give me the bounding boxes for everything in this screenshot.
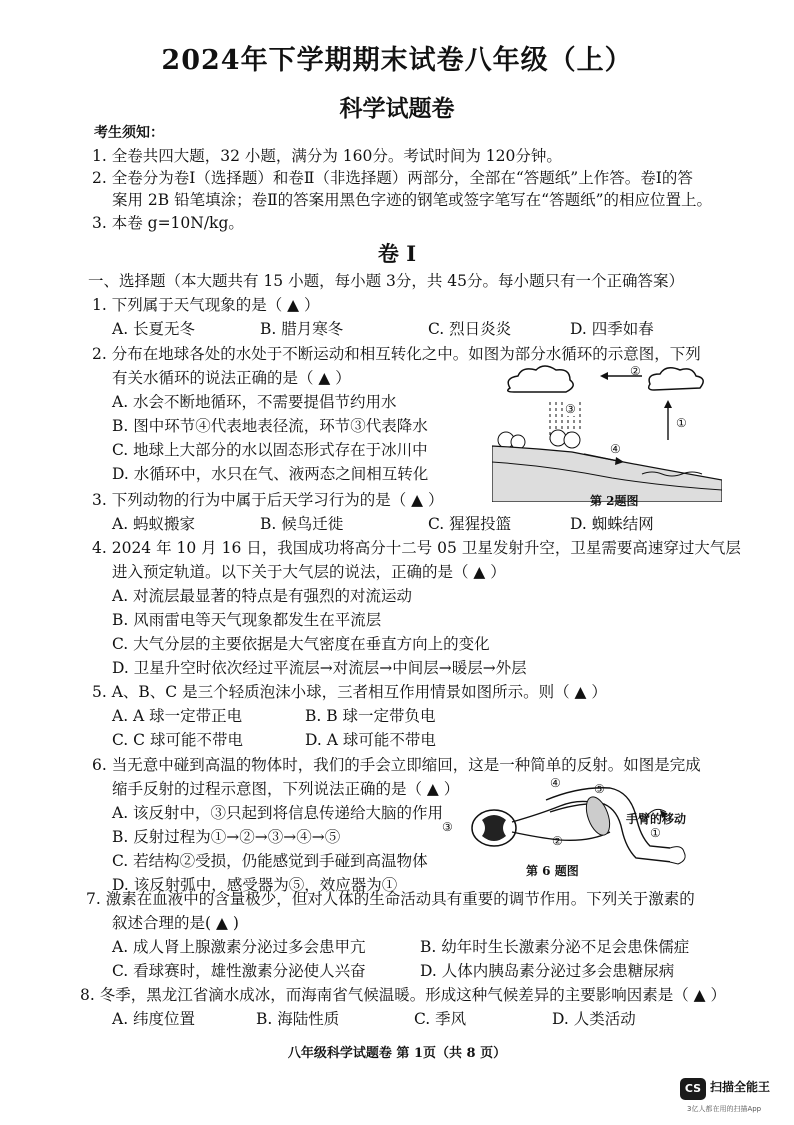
question-stem: 缩手反射的过程示意图，下列说法正确的是（ ▲ ） (112, 780, 460, 798)
question-stem: 有关水循环的说法正确的是（ ▲ ） (112, 369, 351, 387)
fig6-label: ① (650, 826, 661, 840)
notice-line: 案用 2B 铅笔填涂；卷Ⅱ的答案用黑色字迹的钢笔或签字笔写在“答题纸”的相应位置上。 (112, 191, 712, 209)
option: D. 卫星升空时依次经过平流层→对流层→中间层→暖层→外层 (112, 659, 527, 677)
fig6-label: ⑤ (594, 782, 605, 796)
option: D. 该反射弧中，感受器为⑤，效应器为① (112, 876, 398, 894)
option: C. 季风 (414, 1010, 467, 1028)
notice-line: 1. 全卷共四大题，32 小题，满分为 160分。考试时间为 120分钟。 (92, 147, 562, 165)
question-stem: 5. A、B、C 是三个轻质泡沫小球，三者相互作用情景如图所示。则（ ▲ ） (92, 683, 607, 701)
option: B. 海陆性质 (256, 1010, 340, 1028)
option: A. 该反射中，③只起到将信息传递给大脑的作用 (112, 804, 444, 822)
option: A. 水会不断地循环，不需要提倡节约用水 (112, 393, 397, 411)
figure-caption: 第 6 题图 (526, 864, 579, 878)
option: D. 蜘蛛结网 (570, 515, 654, 533)
option: B. 腊月寒冬 (260, 320, 344, 338)
fig6-label: ② (552, 834, 563, 848)
arm-movement-label: 手臂的移动 (626, 812, 687, 826)
option: A. 对流层最显著的特点是有强烈的对流运动 (112, 587, 413, 605)
notice-line: 2. 全卷分为卷Ⅰ（选择题）和卷Ⅱ（非选择题）两部分，全部在“答题纸”上作答。卷Ⅰ的答 (92, 169, 693, 187)
option: C. 猩猩投篮 (428, 515, 512, 533)
notice-heading: 考生须知： (94, 125, 164, 141)
option: D. 水循环中，水只在气、液两态之间相互转化 (112, 465, 429, 483)
option: C. C 球可能不带电 (112, 731, 243, 749)
question-stem: 6. 当无意中碰到高温的物体时，我们的手会立即缩回，这是一种简单的反射。如图是完成 (92, 756, 701, 774)
fig6-label: ④ (550, 776, 561, 790)
part-title: 一、选择题（本大题共有 15 小题，每小题 3分，共 45分。每小题只有一个正确答案） (88, 272, 685, 290)
notice-line: 3. 本卷 g=10N/kg。 (92, 214, 244, 232)
question-stem: 1. 下列属于天气现象的是（ ▲ ） (92, 296, 320, 314)
option: D. 四季如春 (570, 320, 654, 338)
page-footer: 八年级科学试题卷 第 1页（共 8 页） (287, 1046, 507, 1061)
question-stem: 8. 冬季，黑龙江省滴水成冰，而海南省气候温暖。形成这种气候差异的主要影响因素是（ ▲ ） (80, 986, 726, 1004)
option: D. 人类活动 (552, 1010, 636, 1028)
watermark-name: 扫描全能王 (710, 1080, 771, 1094)
option: A. 蚂蚁搬家 (112, 515, 196, 533)
section-label: 卷 Ⅰ (377, 241, 417, 266)
question-stem: 3. 下列动物的行为中属于后天学习行为的是（ ▲ ） (92, 491, 444, 509)
option: B. 图中环节④代表地表径流，环节③代表降水 (112, 417, 428, 435)
option: C. 大气分层的主要依据是大气密度在垂直方向上的变化 (112, 635, 490, 653)
option: A. 长夏无冬 (112, 320, 196, 338)
figure-caption: 第 2题图 (590, 494, 639, 508)
option: C. 若结构②受损，仍能感觉到手碰到高温物体 (112, 852, 428, 870)
option: D. 人体内胰岛素分泌过多会患糖尿病 (420, 962, 675, 980)
option: A. 纬度位置 (112, 1010, 196, 1028)
question-stem: 2. 分布在地球各处的水处于不断运动和相互转化之中。如图为部分水循环的示意图，下列 (92, 345, 701, 363)
option: A. A 球一定带正电 (112, 707, 243, 725)
question-stem: 进入预定轨道。以下关于大气层的说法，正确的是（ ▲ ） (112, 563, 506, 581)
page-title: 2024年下学期期末试卷八年级（上） (161, 45, 633, 76)
page-subtitle: 科学试题卷 (339, 95, 455, 122)
option: B. 候鸟迁徙 (260, 515, 344, 533)
question-stem: 4. 2024 年 10 月 16 日，我国成功将高分十二号 05 卫星发射升空，卫星需要高速穿过大气层 (92, 539, 741, 557)
reflex-arc-figure (440, 776, 690, 876)
fig2-label: ① (676, 416, 687, 430)
option: C. 看球赛时，雄性激素分泌使人兴奋 (112, 962, 366, 980)
fig2-label: ② (630, 364, 641, 378)
option: B. 风雨雷电等天气现象都发生在平流层 (112, 611, 382, 629)
fig6-label: ③ (442, 820, 453, 834)
option: C. 地球上大部分的水以固态形式存在于冰川中 (112, 441, 428, 459)
option: B. 幼年时生长激素分泌不足会患侏儒症 (420, 938, 690, 956)
option: B. B 球一定带负电 (305, 707, 436, 725)
question-stem: 7. 激素在血液中的含量极少，但对人体的生命活动具有重要的调节作用。下列关于激素的 (86, 890, 695, 908)
option: B. 反射过程为①→②→③→④→⑤ (112, 828, 341, 846)
question-stem: 叙述合理的是( ▲ ) (112, 914, 239, 932)
fig2-label: ③ (565, 402, 576, 416)
fig2-label: ④ (610, 442, 621, 456)
option: C. 烈日炎炎 (428, 320, 512, 338)
option: D. A 球可能不带电 (305, 731, 436, 749)
watermark-tagline: 3亿人都在用的扫描App (687, 1105, 762, 1113)
water-cycle-figure (492, 362, 722, 502)
camscanner-logo-icon: CS (680, 1078, 706, 1100)
option: A. 成人肾上腺激素分泌过多会患甲亢 (112, 938, 366, 956)
